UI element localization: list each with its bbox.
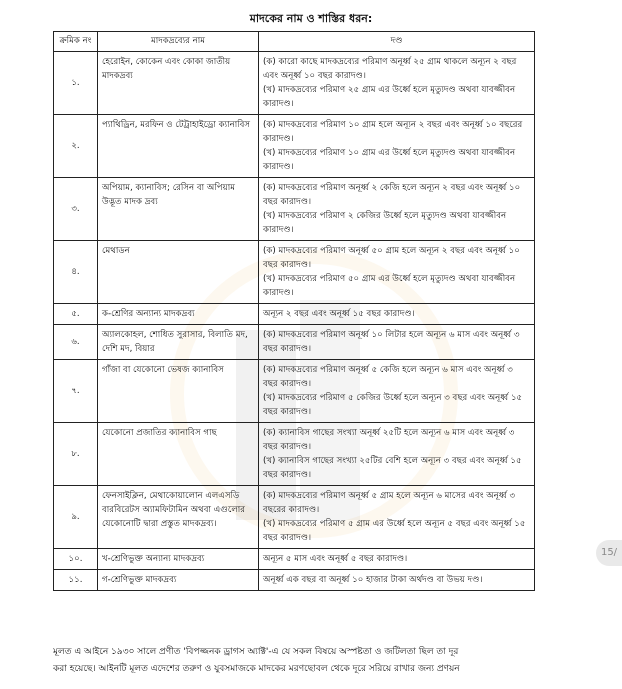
row-drug-name: যেকোনো প্রজাতির ক্যানাবিস গাছ (98, 423, 259, 486)
page-title: মাদকের নাম ও শাস্তির ধরন: (249, 12, 373, 25)
row-penalty (259, 325, 535, 360)
row-penalty (259, 570, 535, 591)
row-serial: ৪. (54, 241, 98, 304)
row-drug-name: অ্যালকোহল, শোধিত সুরাসার, বিলাতি মদ, দেশি মদ, বিয়ার (98, 325, 259, 360)
row-serial: ৮. (54, 423, 98, 486)
penalty-clause: অনূর্ধ্ব এক বছর বা অনূর্ধ্ব ১০ হাজার টাকা অর্থদণ্ড বা উভয় দণ্ড। (263, 575, 483, 585)
row-penalty (259, 360, 535, 423)
row-drug-name: ফেনসাইক্লিন, মেথাকোয়ালোন এলএসডি বারবিরেটস অ্যামফিটামিন অথবা এগুলোর যেকোনোটি দ্বারা প্রস্তুত মাদকদ্রব্য। (98, 486, 259, 549)
page-indicator[interactable]: 15/ (596, 540, 622, 566)
penalty-clause: (খ) মাদকদ্রব্যের পরিমাণ ৫ গ্রাম এর উর্ধ্বে হলে অন্যূন ৫ বছর এবং অনূর্ধ্ব ১৫ বছর কারাদণ্ড। (263, 519, 526, 543)
penalty-clause: (খ) মাদকদ্রব্যের পরিমাণ ২ কেজির উর্ধ্বে হলে মৃত্যুদণ্ড অথবা যাবজ্জীবন কারাদণ্ড। (263, 211, 507, 235)
table-row (54, 304, 535, 325)
row-penalty (259, 486, 535, 549)
penalty-clause: (ক) মাদকদ্রব্যের পরিমাণ অনূর্ধ্ব ৫০ গ্রাম হলে অন্যূন ২ বছর এবং অনূর্ধ্ব ১০ বছর কারাদণ্ড। (263, 246, 520, 270)
row-drug-name: প্যাথিড্রিন, মরফিন ও টেট্রাহাইড্রো ক্যানাবিস (98, 115, 259, 178)
penalty-table (53, 31, 535, 591)
penalty-clause: অন্যূন ২ বছর এবং অনূর্ধ্ব ১৫ বছর কারাদণ্ড। (263, 309, 415, 319)
penalty-clause: (ক) মাদকদ্রব্যের পরিমাণ অনূর্ধ্ব ২ কেজি হলে অন্যূন ২ বছর এবং অনূর্ধ্ব ১০ বছর কারাদণ্ড। (263, 183, 521, 207)
penalty-clause: (খ) মাদকদ্রব্যের পরিমাণ ২৫ গ্রাম এর উর্ধ্বে হলে মৃত্যুদণ্ড অথবা যাবজ্জীবন কারাদণ্ড। (263, 85, 516, 109)
row-penalty (259, 304, 535, 325)
row-penalty (259, 115, 535, 178)
table-header-row (54, 32, 535, 52)
row-drug-name: গাঁজা বা যেকোনো ভেষজ ক্যানাবিস (98, 360, 259, 423)
row-serial: ১১. (54, 570, 98, 591)
penalty-clause: (ক) মাদকদ্রব্যের পরিমাণ ১০ গ্রাম হলে অন্যূন ২ বছর এবং অনূর্ধ্ব ১০ বছরের কারাদণ্ড। (263, 120, 523, 144)
table-row (54, 570, 535, 591)
penalty-clause: (ক) মাদকদ্রব্যের পরিমাণ অনূর্ধ্ব ৫ গ্রাম হলে অন্যূন ৬ মাসের এবং অনূর্ধ্ব ৩ বছরের কারাদণ্ড। (263, 491, 516, 515)
row-penalty (259, 549, 535, 570)
penalty-clause: (খ) মাদকদ্রব্যের পরিমাণ ৫ কেজির উর্ধ্বে হলে অন্যূন ৩ বছর এবং অনূর্ধ্ব ১৫ বছর কারাদণ্ড। (263, 393, 523, 417)
footer-line: করা হয়েছে। আইনটি মূলত এদেশের তরুণ ও যুবসমাজকে মাদকের মরণছোবল থেকে দূরে সরিয়ে রাখার জন্য প্রণয়ন (53, 664, 460, 674)
footer-line: মূলত এ আইনে ১৯৩০ সালে প্রণীত 'বিপজ্জনক ড্রাগস অ্যাক্ট'-এ যে সকল বিষয়ে অস্পষ্টতা ও জটিলতা ছিল তা দূর (53, 647, 459, 657)
penalty-clause: অন্যূন ৫ মাস এবং অনূর্ধ্ব ৫ বছর কারাদণ্ড। (263, 554, 408, 564)
row-serial: ৬. (54, 325, 98, 360)
row-serial: ৫. (54, 304, 98, 325)
table-row (54, 423, 535, 486)
row-serial: ৩. (54, 178, 98, 241)
table-row (54, 241, 535, 304)
penalty-clause: (ক) মাদকদ্রব্যের পরিমাণ অনূর্ধ্ব ১০ লিটার হলে অন্যূন ৬ মাস এবং অনূর্ধ্ব ৩ বছর কারাদণ্ড। (263, 330, 520, 354)
row-drug-name: অপিয়াম, ক্যানাবিস; রেসিন বা অপিয়াম উদ্ভূত মাদক দ্রব্য (98, 178, 259, 241)
table-body (54, 52, 535, 591)
table-row (54, 178, 535, 241)
header-drug-name: মাদকদ্রব্যের নাম (98, 32, 259, 52)
header-serial: ক্রমিক নং (54, 32, 98, 52)
table-row (54, 325, 535, 360)
penalty-clause: (ক) কারো কাছে মাদকদ্রব্যের পরিমাণ অনূর্ধ্ব ২৫ গ্রাম থাকলে অন্যূন ২ বছর এবং অনূর্ধ্ব ১০ বছর কারাদণ্ড। (263, 57, 517, 81)
row-penalty (259, 423, 535, 486)
row-penalty (259, 178, 535, 241)
row-serial: ১০. (54, 549, 98, 570)
footer-text (53, 644, 613, 678)
table-row (54, 360, 535, 423)
table-row (54, 549, 535, 570)
row-penalty (259, 241, 535, 304)
row-drug-name: হেরোইন, কোকেন এবং কোকা জাতীয় মাদকদ্রব্য (98, 52, 259, 115)
table-row (54, 52, 535, 115)
row-drug-name: ক-শ্রেণির অন্যান্য মাদকদ্রব্য (98, 304, 259, 325)
header-penalty: দণ্ড (259, 32, 535, 52)
row-drug-name: খ-শ্রেণিভুক্ত অন্যান্য মাদকদ্রব্য (98, 549, 259, 570)
penalty-clause: (খ) ক্যানাবিস গাছের সংখ্যা ২৫টির বেশি হলে অন্যূন ৩ বছর এবং অনূর্ধ্ব ১৫ বছর কারাদণ্ড। (263, 456, 522, 480)
penalty-clause: (খ) মাদকদ্রব্যের পরিমাণ ৫০ গ্রাম এর উর্ধ্বে হলে মৃত্যুদণ্ড অথবা যাবজ্জীবন কারাদণ্ড। (263, 274, 516, 298)
row-penalty (259, 52, 535, 115)
penalty-clause: (ক) মাদকদ্রব্যের পরিমাণ অনূর্ধ্ব ৫ কেজি হলে অন্যূন ৬ মাস এবং অনূর্ধ্ব ৩ বছর কারাদণ্ড। (263, 365, 513, 389)
row-serial: ৭. (54, 360, 98, 423)
row-serial: ২. (54, 115, 98, 178)
row-serial: ১. (54, 52, 98, 115)
row-drug-name: গ-শ্রেণিভুক্ত মাদকদ্রব্য (98, 570, 259, 591)
row-drug-name: মেথাডন (98, 241, 259, 304)
penalty-clause: (খ) মাদকদ্রব্যের পরিমাণ ১০ গ্রাম এর উর্ধ্বে হলে মৃত্যুদণ্ড অথবা যাবজ্জীবন কারাদণ্ড। (263, 148, 516, 172)
table-row (54, 486, 535, 549)
row-serial: ৯. (54, 486, 98, 549)
penalty-clause: (ক) ক্যানাবিস গাছের সংখ্যা অনূর্ধ্ব ২৫টি হলে অন্যূন ৬ মাস এবং অনূর্ধ্ব ৩ বছর কারাদণ্ড। (263, 428, 515, 452)
table-row (54, 115, 535, 178)
